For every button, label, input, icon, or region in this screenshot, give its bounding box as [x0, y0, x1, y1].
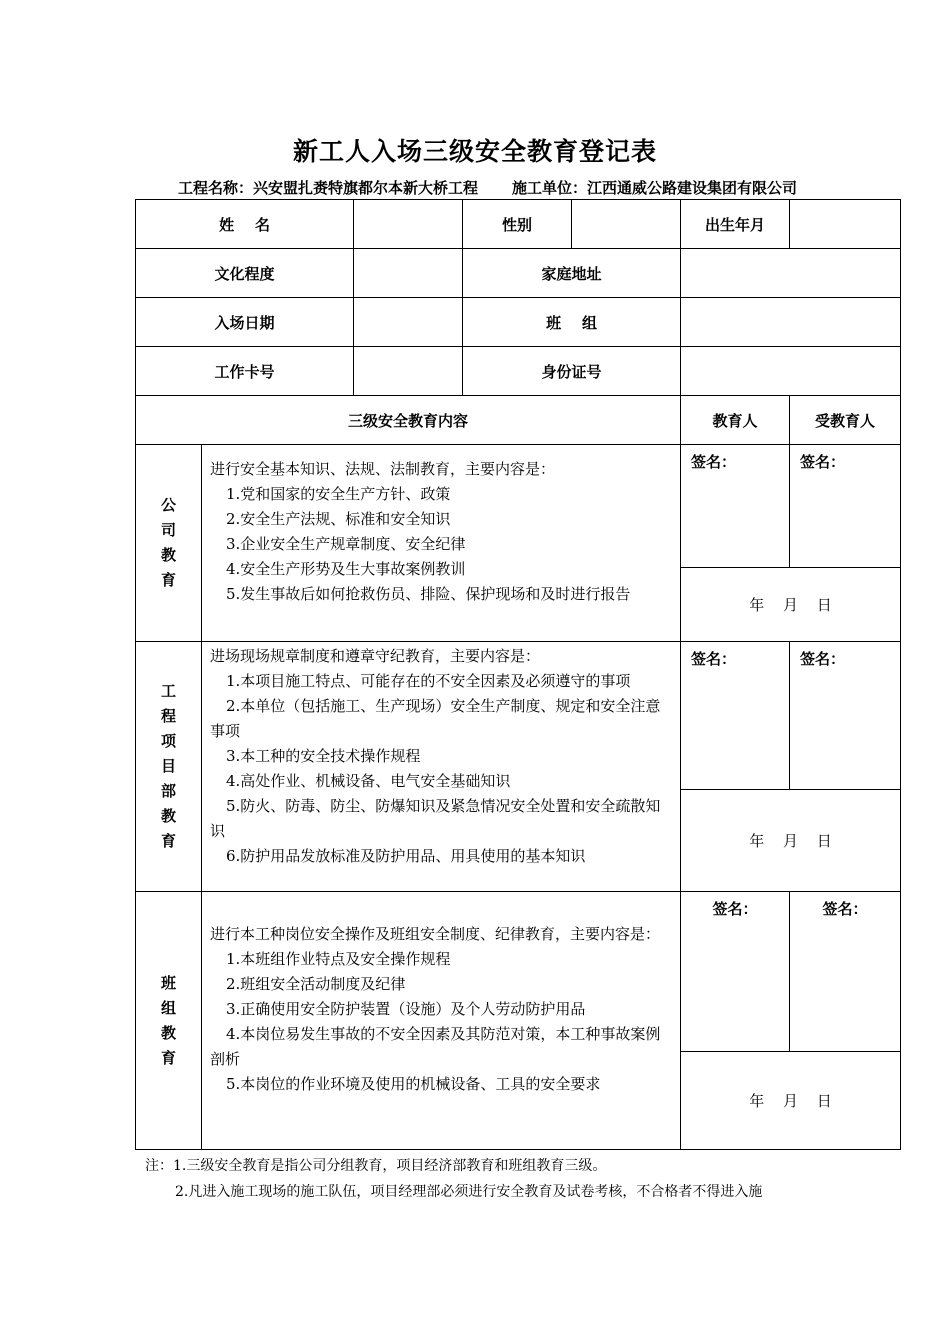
section-label-company: 公 司 教 育: [136, 445, 202, 642]
address-value[interactable]: [681, 249, 901, 298]
list-item: 5.发生事故后如何抢救伤员、排险、保护现场和及时进行报告: [226, 585, 631, 603]
id-no-label: 身份证号: [463, 347, 681, 396]
birth-value[interactable]: [790, 200, 901, 249]
list-item: 6.防护用品发放标准及防护用品、用具使用的基本知识: [226, 847, 586, 865]
educator-signature[interactable]: 签名：: [681, 445, 790, 568]
section-intro: 进行安全基本知识、法规、法制教育，主要内容是：: [210, 460, 556, 478]
trainee-header: 受教育人: [790, 396, 901, 445]
list-item: 4.安全生产形势及生大事故案例教训: [226, 560, 466, 578]
educator-signature[interactable]: 签名：: [681, 892, 790, 1052]
educator-signature[interactable]: 签名：: [681, 642, 790, 790]
section-content-project: [202, 642, 681, 892]
list-item: 1.本班组作业特点及安全操作规程: [226, 950, 451, 968]
list-item: 3.企业安全生产规章制度、安全纪律: [226, 535, 466, 553]
trainee-signature[interactable]: 签名：: [790, 445, 901, 568]
entry-date-value[interactable]: [354, 298, 463, 347]
name-value[interactable]: [354, 200, 463, 249]
educator-header: 教育人: [681, 396, 790, 445]
form-title: 新工人入场三级安全教育登记表: [292, 137, 657, 166]
sign-date[interactable]: 年 月 日: [681, 568, 901, 642]
card-no-label: 工作卡号: [136, 347, 354, 396]
contractor-name: 施工单位：江西通威公路建设集团有限公司: [512, 179, 798, 197]
project-info-line: [178, 177, 797, 198]
list-item: 1.党和国家的安全生产方针、政策: [226, 485, 451, 503]
trainee-signature[interactable]: 签名：: [790, 892, 901, 1052]
section-content-company: [202, 445, 681, 642]
trainee-signature[interactable]: 签名：: [790, 642, 901, 790]
education-label: 文化程度: [136, 249, 354, 298]
sign-date[interactable]: 年 月 日: [681, 1052, 901, 1150]
list-item: 2.安全生产法规、标准和安全知识: [226, 510, 451, 528]
list-item: 1.本项目施工特点、可能存在的不安全因素及必须遵守的事项: [226, 672, 631, 690]
section-label-project: 工 程 项 目 部 教 育: [136, 642, 202, 892]
id-no-value[interactable]: [681, 347, 901, 396]
sign-date[interactable]: 年 月 日: [681, 790, 901, 892]
address-label: 家庭地址: [463, 249, 681, 298]
section-label-team: 班 组 教 育: [136, 892, 202, 1150]
list-item: 3.正确使用安全防护装置（设施）及个人劳动防护用品: [226, 1000, 586, 1018]
content-header: 三级安全教育内容: [136, 396, 681, 445]
note-2: 2.凡进入施工现场的施工队伍，项目经理部必须进行安全教育及试卷考核，不合格者不得进入施: [175, 1184, 763, 1200]
card-no-value[interactable]: [354, 347, 463, 396]
gender-value[interactable]: [572, 200, 681, 249]
registration-table: [135, 199, 901, 1150]
section-intro: 进行本工种岗位安全操作及班组安全制度、纪律教育，主要内容是：: [210, 925, 661, 943]
list-item: 3.本工种的安全技术操作规程: [226, 747, 421, 765]
section-content-team: [202, 892, 681, 1150]
entry-date-label: 入场日期: [136, 298, 354, 347]
birth-label: 出生年月: [681, 200, 790, 249]
notes: [145, 1153, 762, 1205]
project-name: 工程名称：兴安盟扎赉特旗都尔本新大桥工程: [178, 179, 479, 197]
name-label: 姓 名: [136, 200, 354, 249]
list-item: 5.本岗位的作业环境及使用的机械设备、工具的安全要求: [226, 1075, 601, 1093]
gender-label: 性别: [463, 200, 572, 249]
note-1: 注：1.三级安全教育是指公司分组教育，项目经济部教育和班组教育三级。: [145, 1158, 607, 1174]
list-item: 2.本单位（包括施工、生产现场）安全生产制度、规定和安全注意事项: [210, 697, 661, 740]
list-item: 2.班组安全活动制度及纪律: [226, 975, 406, 993]
list-item: 5.防火、防毒、防尘、防爆知识及紧急情况安全处置和安全疏散知识: [210, 797, 661, 840]
list-item: 4.高处作业、机械设备、电气安全基础知识: [226, 772, 511, 790]
team-value[interactable]: [681, 298, 901, 347]
section-intro: 进场现场规章制度和遵章守纪教育，主要内容是：: [210, 647, 541, 665]
education-value[interactable]: [354, 249, 463, 298]
list-item: 4.本岗位易发生事故的不安全因素及其防范对策，本工种事故案例剖析: [210, 1025, 661, 1068]
team-label: 班 组: [463, 298, 681, 347]
